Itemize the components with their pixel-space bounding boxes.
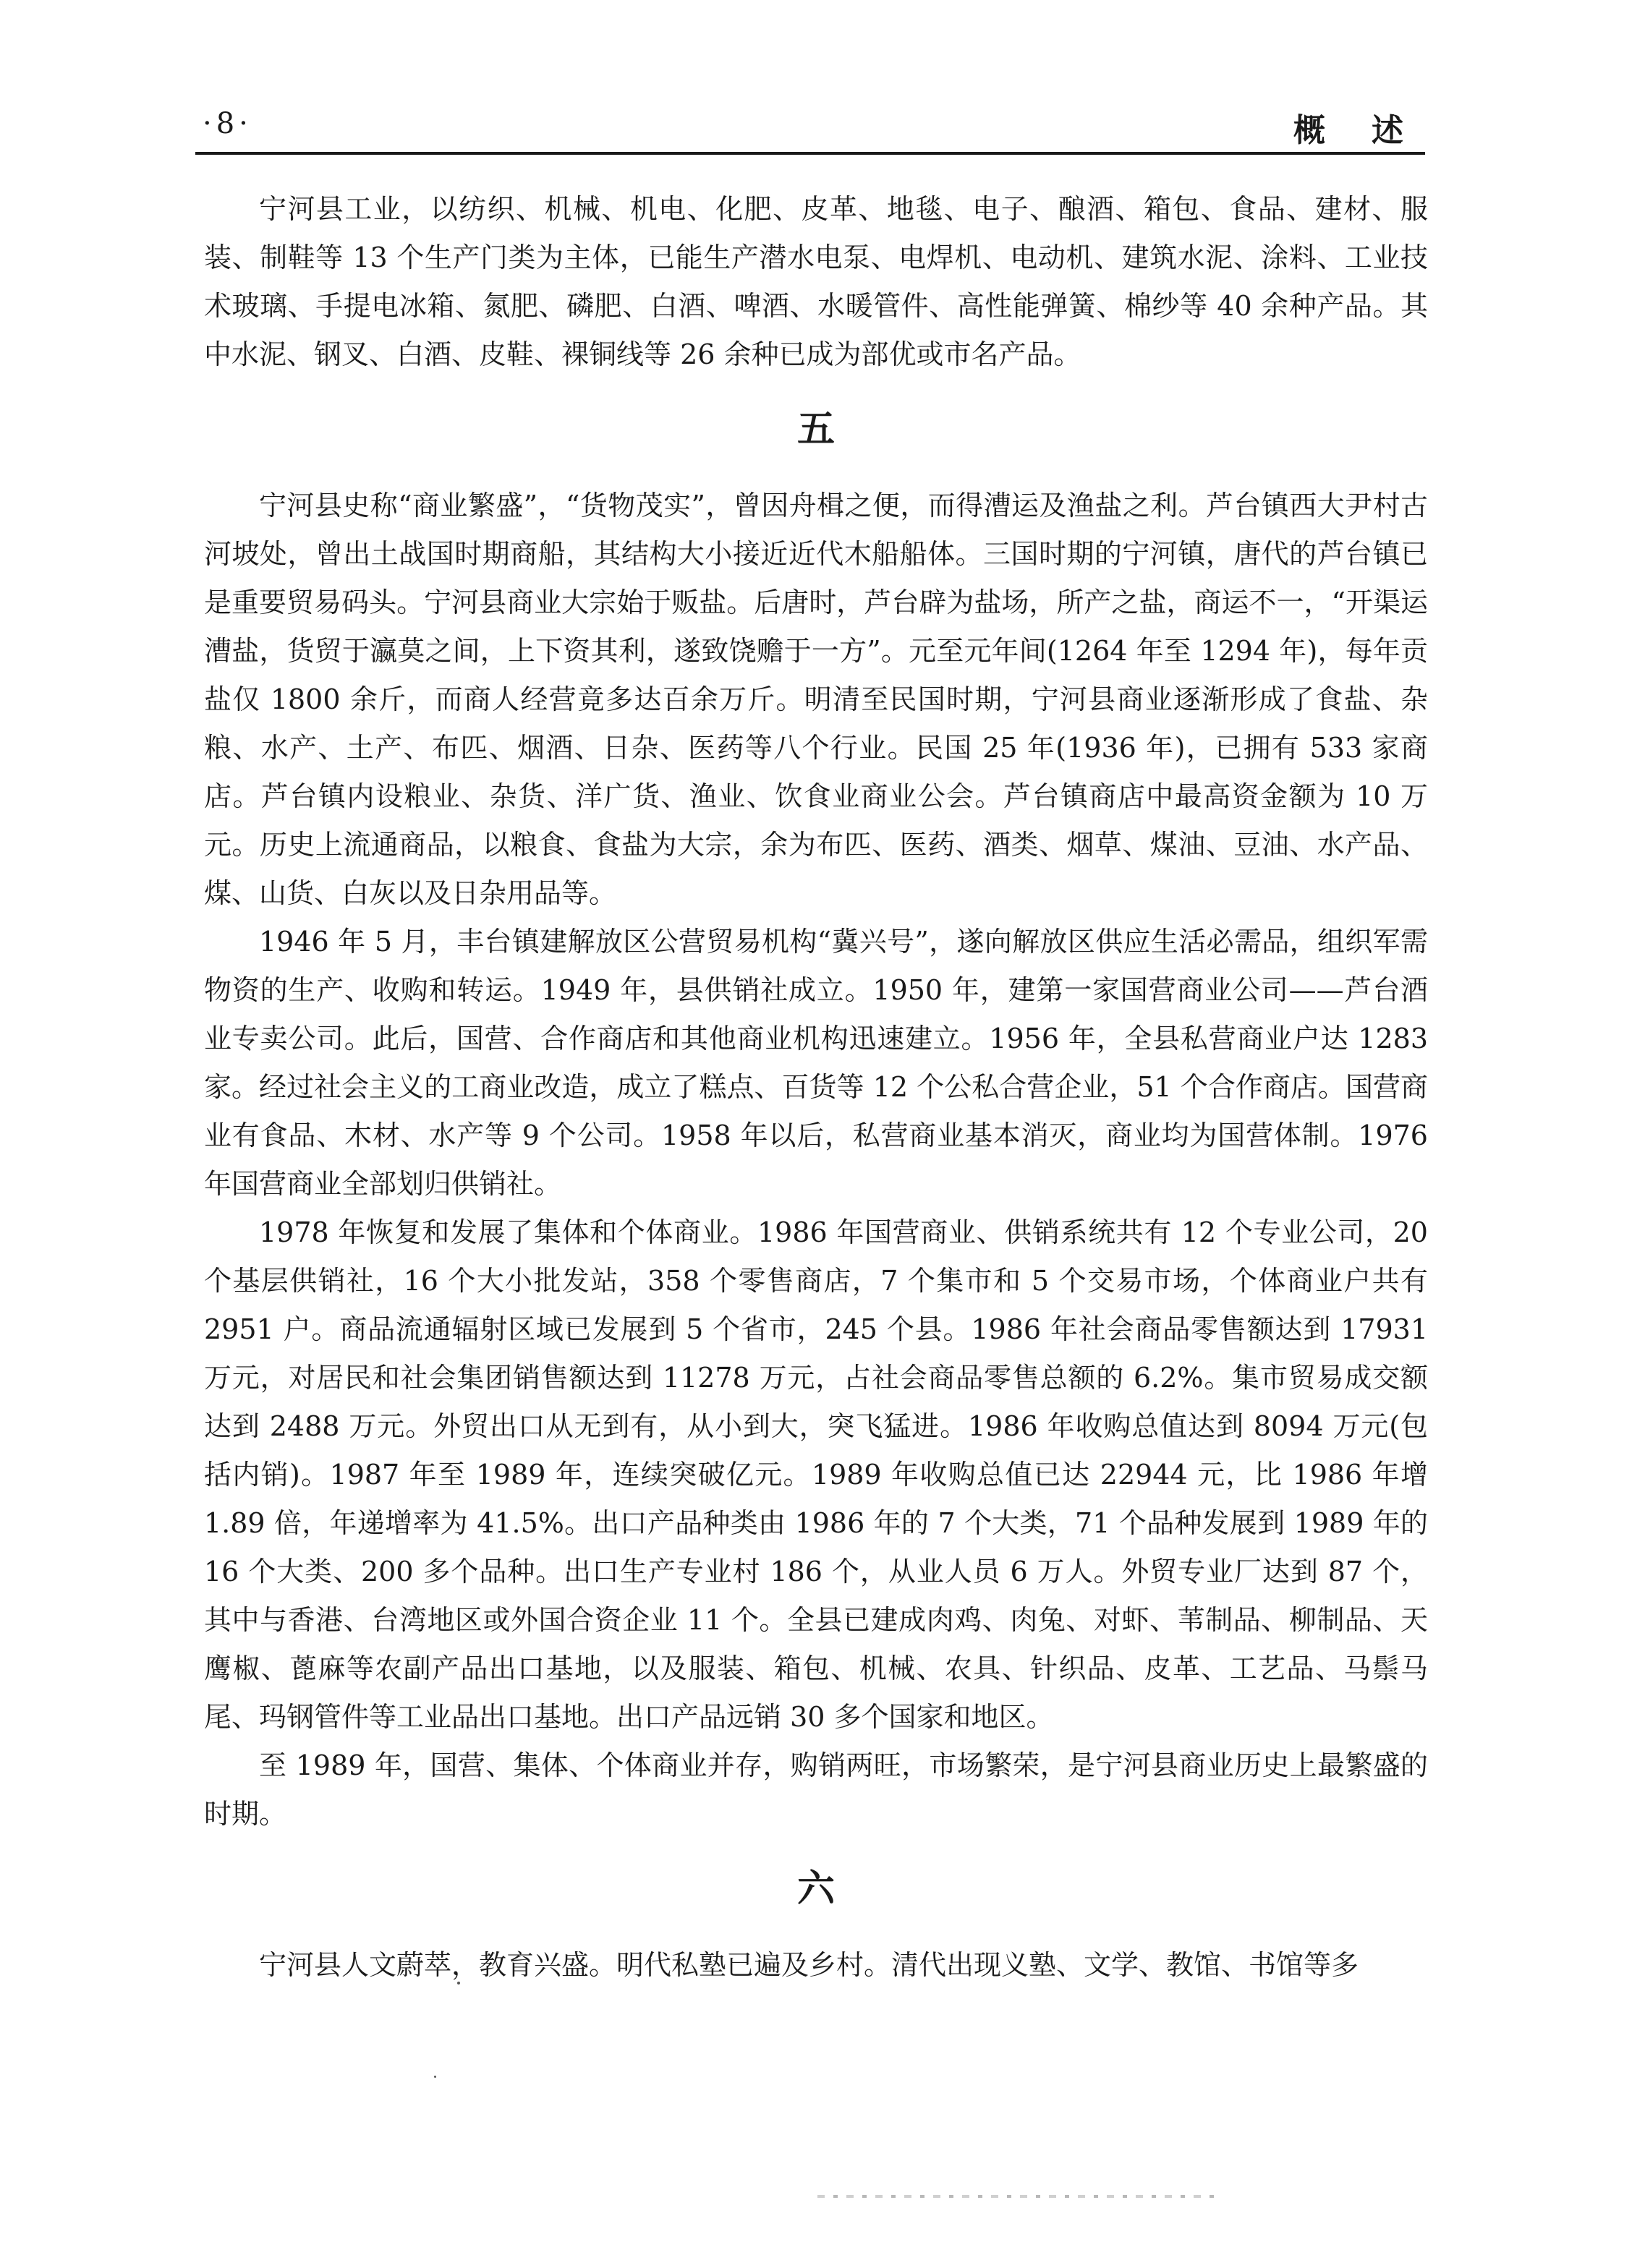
paragraph-education: 宁河县人文蔚萃，教育兴盛。明代私塾已遍及乡村。清代出现义塾、文学、教馆、书馆等多 bbox=[259, 1949, 1359, 1981]
paragraph-commerce-history: 宁河县史称“商业繁盛”，“货物茂实”，曾因舟楫之便，而得漕运及渔盐之利。芦台镇西大尹村古河坡处，曾出土战国时期商船，其结构大小接近近代木船船体。三国时期的宁河镇，唐代的芦台镇已是重要贸易码头。宁河县商业大宗始于贩盐。后唐时，芦台辟为盐场，所产之盐，商运不一，“开渠运漕盐，货贸于瀛莫之间，上下资其利，遂致饶赡于一方”。元至元年间(1264 年至 1294 年)，每年贡盐仅 1800 余斤，而商人经营竟多达百余万斤。明清至民国时期，宁河县商业逐渐形成了食盐、杂粮、水产、土产、布匹、烟酒、日杂、医药等八个行业。民国 25 年(1936 年)，已拥有 533 家商店。芦台镇内设粮业、杂货、洋广货、渔业、饮食业商业公会。芦台镇商店中最高资金额为 10 万元。历史上流通商品，以粮食、食盐为大宗，余为布匹、医药、酒类、烟草、煤油、豆油、水产品、煤、山货、白灰以及日杂用品等。 bbox=[204, 490, 1428, 909]
page-number: ·8· bbox=[203, 107, 252, 140]
section-heading-5: 五 bbox=[796, 408, 835, 451]
running-header bbox=[195, 101, 1450, 166]
paragraph-commerce-1989: 至 1989 年，国营、集体、个体商业并存，购销两旺，市场繁荣，是宁河县商业历史上最繁盛的时期。 bbox=[204, 1749, 1428, 1830]
scan-speck bbox=[434, 2076, 436, 2078]
body-text bbox=[204, 185, 1428, 1990]
section-heading-6: 六 bbox=[796, 1867, 835, 1911]
header-rule bbox=[195, 152, 1425, 155]
paragraph-commerce-1946: 1946 年 5 月，丰台镇建解放区公营贸易机构“冀兴号”，遂向解放区供应生活必需品，组织军需物资的生产、收购和转运。1949 年，县供销社成立。1950 年，建第一家国营商业公司——芦台酒业专卖公司。此后，国营、合作商店和其他商业机构迅速建立。1956 年，全县私营商业户达 1283 家。经过社会主义的工商业改造，成立了糕点、百货等 12 个公私合营企业，51 个合作商店。国营商业有食品、木材、水产等 9 个公司。1958 年以后，私营商业基本消灭，商业均为国营体制。1976 年国营商业全部划归供销社。 bbox=[204, 926, 1428, 1200]
paragraph-commerce-1978: 1978 年恢复和发展了集体和个体商业。1986 年国营商业、供销系统共有 12 个专业公司，20 个基层供销社，16 个大小批发站，358 个零售商店，7 个集市和 5 个交易市场，个体商业户共有 2951 户。商品流通辐射区域已发展到 5 个省市，245 个县。1986 年社会商品零售额达到 17931 万元，对居民和社会集团销售额达到 11278 万元，占社会商品零售总额的 6.2%。集市贸易成交额达到 2488 万元。外贸出口从无到有，从小到大，突飞猛进。1986 年收购总值达到 8094 万元(包括内销)。1987 年至 1989 年，连续突破亿元。1989 年收购总值已达 22944 元，比 1986 年增 1.89 倍，年递增率为 41.5%。出口产品种类由 1986 年的 7 个大类，71 个品种发展到 1989 年的 16 个大类、200 多个品种。出口生产专业村 186 个，从业人员 6 万人。外贸专业厂达到 87 个，其中与香港、台湾地区或外国合资企业 11 个。全县已建成肉鸡、肉兔、对虾、苇制品、柳制品、天鹰椒、蓖麻等农副产品出口基地，以及服装、箱包、机械、农具、针织品、皮革、工艺品、马鬃马尾、玛钢管件等工业品出口基地。出口产品远销 30 多个国家和地区。 bbox=[204, 1216, 1428, 1733]
running-section-title: 概述 bbox=[1293, 112, 1450, 149]
scan-streak bbox=[817, 2195, 1223, 2198]
paragraph-industry: 宁河县工业，以纺织、机械、机电、化肥、皮革、地毯、电子、酿酒、箱包、食品、建材、服装、制鞋等 13 个生产门类为主体，已能生产潜水电泵、电焊机、电动机、建筑水泥、涂料、工业技术玻璃、手提电冰箱、氮肥、磷肥、白酒、啤酒、水暖管件、高性能弹簧、棉纱等 40 余种产品。其中水泥、钢叉、白酒、皮鞋、裸铜线等 26 余种已成为部优或市名产品。 bbox=[204, 193, 1428, 370]
scan-speck bbox=[457, 1982, 460, 1984]
